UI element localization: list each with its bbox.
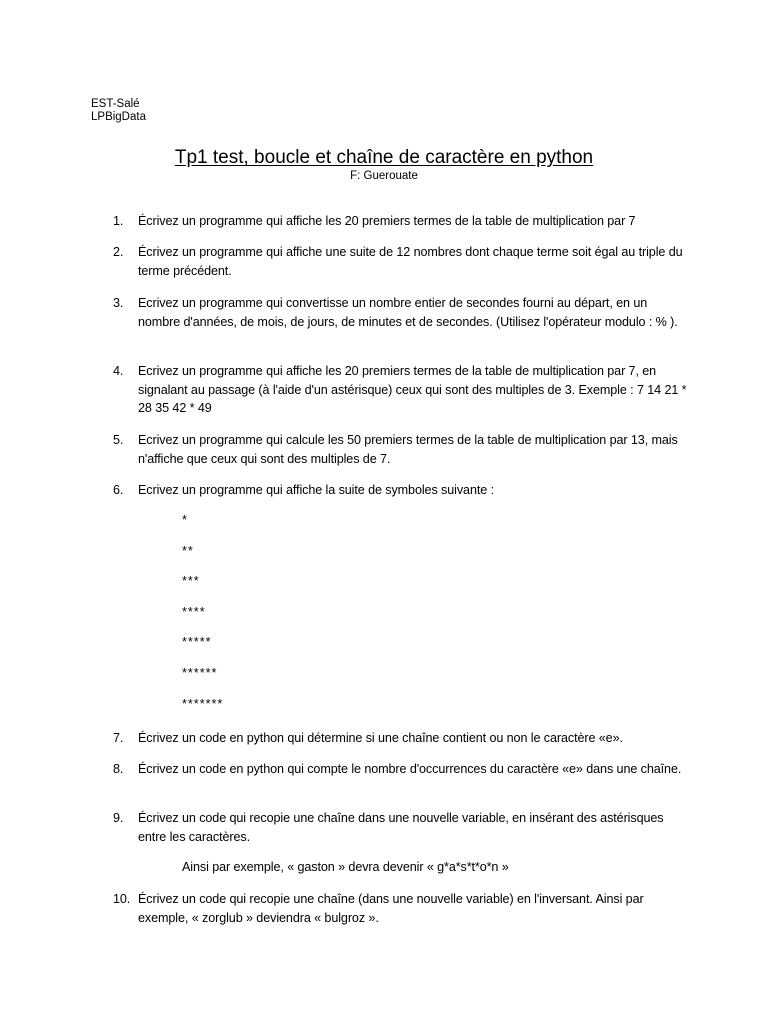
- exercise-number: 10.: [113, 892, 131, 906]
- exercise-number: 8.: [113, 762, 124, 776]
- exercise-example: Ainsi par exemple, « gaston » devra devenir « g*a*s*t*o*n »: [182, 860, 509, 874]
- exercise-text: Ecrivez un programme qui affiche la suite de symboles suivante :: [138, 483, 494, 497]
- exercise-item: [113, 362, 688, 418]
- exercise-text: Ecrivez un programme qui convertisse un nombre entier de secondes fourni au départ, en un nombre d'années, de mois, de jours, de minutes et de secondes. (Utilisez l'opérateur modulo : % ).: [138, 296, 678, 329]
- page-title: Tp1 test, boucle et chaîne de caractère en python: [174, 147, 594, 168]
- exercise-item: [113, 760, 688, 779]
- exercise-text: Écrivez un code en python qui compte le nombre d'occurrences du caractère «e» dans une chaîne.: [138, 762, 682, 776]
- document-header: [91, 98, 146, 124]
- exercise-item: [113, 431, 688, 468]
- program-name: LPBigData: [91, 111, 146, 123]
- exercise-number: 1.: [113, 214, 124, 228]
- exercise-number: 6.: [113, 483, 124, 497]
- exercise-item: [113, 481, 688, 500]
- star-line: *****: [182, 635, 212, 649]
- exercise-item: [113, 729, 688, 748]
- exercise-number: 2.: [113, 245, 124, 259]
- star-line: *: [182, 513, 188, 527]
- exercise-item: [113, 243, 688, 280]
- author-line: F: Guerouate: [350, 170, 418, 182]
- star-line: *******: [182, 697, 224, 711]
- exercise-item: [113, 294, 688, 331]
- exercise-number: 7.: [113, 731, 124, 745]
- exercise-number: 9.: [113, 811, 124, 825]
- star-line: ***: [182, 574, 200, 588]
- exercise-text: Écrivez un code qui recopie une chaîne dans une nouvelle variable, en insérant des astérisques entre les caractères.: [138, 811, 664, 844]
- exercise-text: Écrivez un programme qui affiche une suite de 12 nombres dont chaque terme soit égal au triple du terme précédent.: [138, 245, 683, 278]
- exercise-text: Écrivez un code qui recopie une chaîne (dans une nouvelle variable) en l'inversant. Ainsi par exemple, « zorglub » deviendra « bulgroz ».: [138, 892, 644, 925]
- school-name: EST-Salé: [91, 98, 140, 110]
- exercise-item: [113, 809, 688, 846]
- star-line: ******: [182, 666, 218, 680]
- star-line: **: [182, 544, 194, 558]
- exercise-text: Ecrivez un programme qui affiche les 20 premiers termes de la table de multiplication par 7, en signalant au passage (à l'aide d'un astérisque) ceux qui sont des multiples de 3. Exemple : 7 14 21 * 28 35 42 * 49: [138, 364, 687, 415]
- exercise-number: 3.: [113, 296, 124, 310]
- star-line: ****: [182, 605, 206, 619]
- exercise-text: Écrivez un programme qui affiche les 20 premiers termes de la table de multiplication par 7: [138, 214, 636, 228]
- exercise-item: [113, 212, 688, 231]
- exercise-text: Ecrivez un programme qui calcule les 50 premiers termes de la table de multiplication par 13, mais n'affiche que ceux qui sont des multiples de 7.: [138, 433, 678, 466]
- exercise-number: 5.: [113, 433, 124, 447]
- exercise-item: [113, 890, 688, 927]
- exercise-text: Écrivez un code en python qui détermine si une chaîne contient ou non le caractère «e».: [138, 731, 623, 745]
- exercise-number: 4.: [113, 364, 124, 378]
